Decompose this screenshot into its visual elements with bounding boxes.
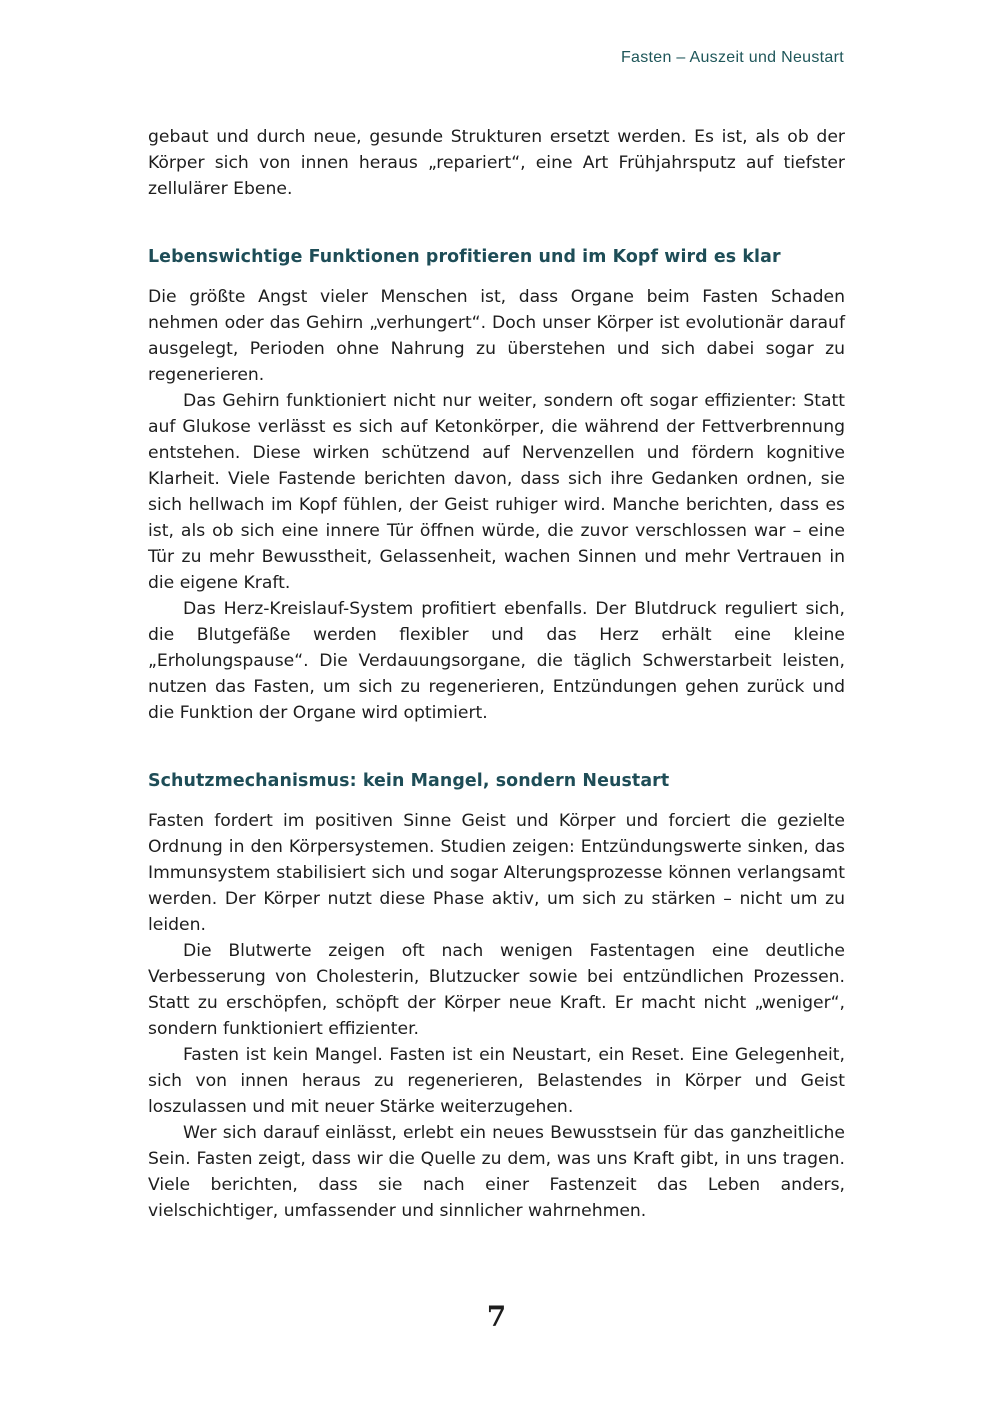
section2-paragraph-4: Wer sich darauf einlässt, erlebt ein neues Bewusstsein für das ganzheitliche Sein. Fasten zeigt, dass wir die Quelle zu dem, was uns Kraft gibt, in uns tragen. Viele berichten, dass sie nach einer Fastenzeit das Leben anders, vielschichtiger, umfassender und sinnlicher wahrnehmen. <box>148 1123 845 1221</box>
section-heading-protection: Schutzmechanismus: kein Mangel, sondern Neustart <box>148 771 670 791</box>
section2-paragraph-1: Fasten fordert im positiven Sinne Geist und Körper und forciert die gezielte Ordnung in den Körpersystemen. Studien zeigen: Entzündungswerte sinken, das Immunsystem stabilisiert sich und sogar Alterungsprozesse können verlangsamt werden. Der Körper nutzt diese Phase aktiv, um sich zu stärken – nicht um zu leiden. <box>148 811 845 935</box>
section1-paragraph-2: Das Gehirn funktioniert nicht nur weiter, sondern oft sogar effizienter: Statt auf Glukose verlässt es sich auf Ketonkörper, die während der Fettverbrennung entstehen. Diese wirken schützend auf Nervenzellen und fördern kognitive Klarheit. Viele Fastende berichten davon, dass sich ihre Gedanken ordnen, sie sich hellwach im Kopf fühlen, der Geist ruhiger wird. Manche berichten, dass es ist, als ob sich eine innere Tür öffnen würde, die zuvor verschlossen war – eine Tür zu mehr Bewusstheit, Gelassenheit, wachen Sinnen und mehr Vertrauen in die eigene Kraft. <box>148 391 845 593</box>
page-body <box>148 124 845 1224</box>
intro-paragraph: gebaut und durch neue, gesunde Strukturen ersetzt werden. Es ist, als ob der Körper sich von innen heraus „repariert“, eine Art Frühjahrsputz auf tiefster zellulärer Ebene. <box>148 127 845 199</box>
section1-paragraph-3: Das Herz-Kreislauf-System profitiert ebenfalls. Der Blutdruck reguliert sich, die Blutgefäße werden flexibler und das Herz erhält eine kleine „Erholungspause“. Die Verdauungsorgane, die täglich Schwerstarbeit leisten, nutzen das Fasten, um sich zu regenerieren, Entzündungen gehen zurück und die Funktion der Organe wird optimiert. <box>148 599 845 723</box>
section2-paragraph-2: Die Blutwerte zeigen oft nach wenigen Fastentagen eine deutliche Verbesserung von Cholesterin, Blutzucker sowie bei entzündlichen Prozessen. Statt zu erschöpfen, schöpft der Körper neue Kraft. Er macht nicht „weniger“, sondern funktioniert effizienter. <box>148 941 845 1039</box>
section-heading-functions: Lebenswichtige Funktionen profitieren und im Kopf wird es klar <box>148 247 781 267</box>
running-head: Fasten – Auszeit und Neustart <box>620 49 844 66</box>
section2-paragraph-3: Fasten ist kein Mangel. Fasten ist ein Neustart, ein Reset. Eine Gelegenheit, sich von innen heraus zu regenerieren, Belastendes in Körper und Geist loszulassen und mit neuer Stärke weiterzugehen. <box>148 1045 845 1117</box>
page-number: 7 <box>486 1300 507 1333</box>
section1-paragraph-1: Die größte Angst vieler Menschen ist, dass Organe beim Fasten Schaden nehmen oder das Gehirn „verhungert“. Doch unser Körper ist evolutionär darauf ausgelegt, Perioden ohne Nahrung zu überstehen und sich dabei sogar zu regenerieren. <box>148 287 845 385</box>
